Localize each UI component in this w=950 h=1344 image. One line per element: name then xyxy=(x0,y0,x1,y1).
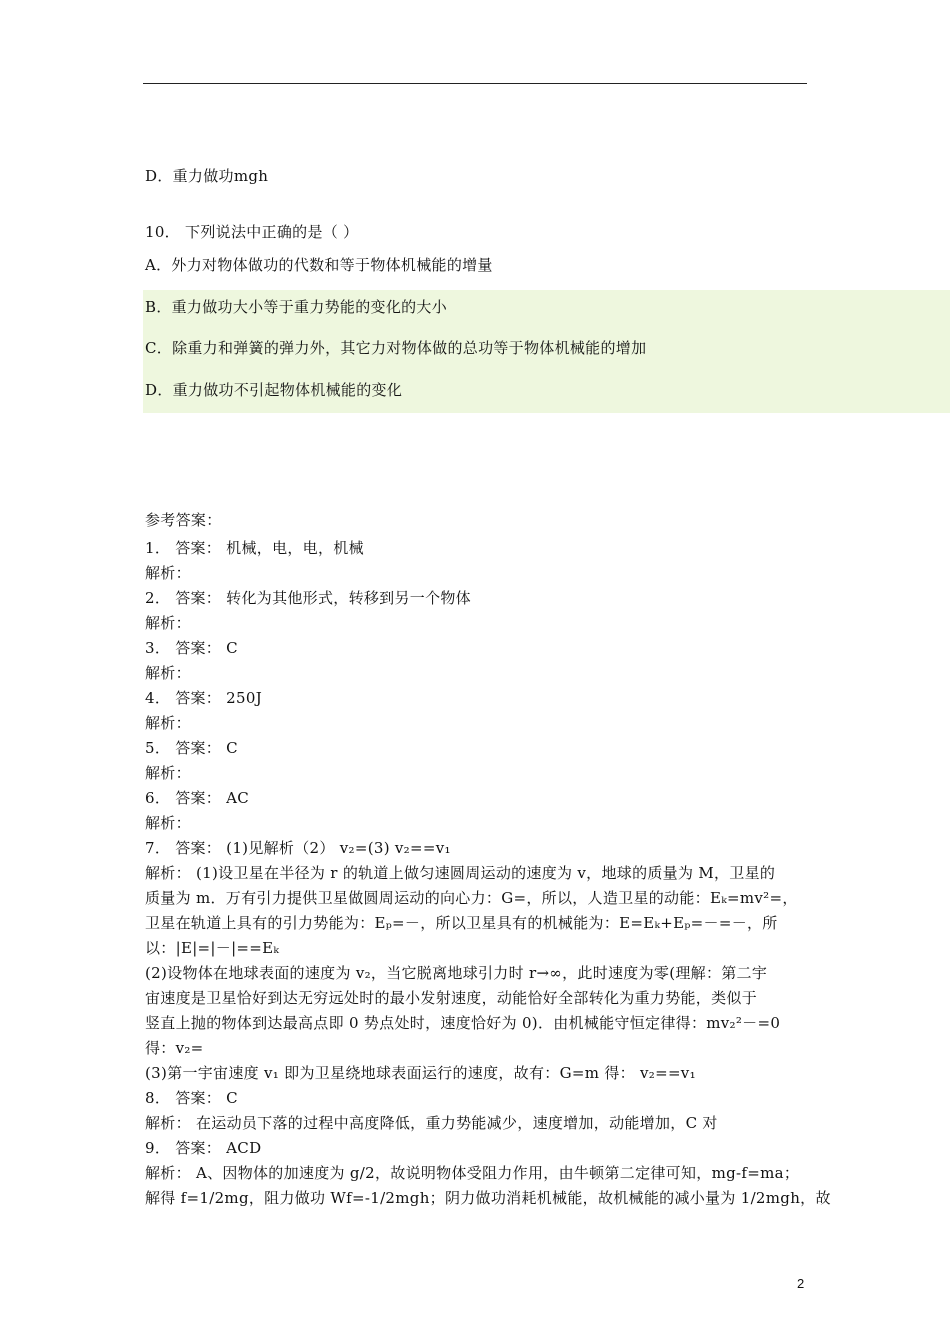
answer-line: 宙速度是卫星恰好到达无穷远处时的最小发射速度，动能恰好全部转化为重力势能，类似于 xyxy=(145,989,758,1007)
q10-stem: 10． 下列说法中正确的是（ ） xyxy=(145,223,359,241)
q10-option-a: A．外力对物体做功的代数和等于物体机械能的增量 xyxy=(145,256,493,274)
answer-line: 8． 答案： C xyxy=(145,1089,238,1107)
page-number: 2 xyxy=(797,1276,805,1291)
answer-line: 解析： xyxy=(145,614,191,632)
answer-line: 1． 答案： 机械，电，电，机械 xyxy=(145,539,364,557)
answer-line: 解析： A、因物体的加速度为 g/2，故说明物体受阻力作用，由牛顿第二定律可知，mg-f=ma； xyxy=(145,1164,800,1182)
answer-line: 3． 答案： C xyxy=(145,639,238,657)
answer-line: 质量为 m．万有引力提供卫星做圆周运动的向心力：G=，所以，人造卫星的动能：Eₖ=mv²=， xyxy=(145,889,798,907)
q10-option-b: B．重力做功大小等于重力势能的变化的大小 xyxy=(145,298,448,316)
answer-line: 7． 答案： (1)见解析（2） v₂=(3) v₂==v₁ xyxy=(145,839,451,857)
answer-line: 5． 答案： C xyxy=(145,739,238,757)
q9-option-d: D．重力做功mgh xyxy=(145,167,269,185)
answer-line: 解得 f=1/2mg，阻力做功 Wf=-1/2mgh；阴力做功消耗机械能，故机械能的减小量为 1/2mgh，故 xyxy=(145,1189,831,1207)
answer-line: 解析： xyxy=(145,714,191,732)
answer-line: 解析： xyxy=(145,564,191,582)
header-rule xyxy=(143,83,807,84)
answer-line: 以：|E|=|－|==Eₖ xyxy=(145,939,280,957)
answer-line: (2)设物体在地球表面的速度为 v₂，当它脱离地球引力时 r→∞，此时速度为零(理解：第二宇 xyxy=(145,964,768,982)
answer-line: 解析： (1)设卫星在半径为 r 的轨道上做匀速圆周运动的速度为 v，地球的质量为 M，卫星的 xyxy=(145,864,776,882)
answers-title: 参考答案： xyxy=(145,511,222,529)
answer-line: 得：v₂= xyxy=(145,1039,204,1057)
answer-line: 9． 答案： ACD xyxy=(145,1139,262,1157)
answer-line: 竖直上抛的物体到达最高点即 0 势点处时，速度恰好为 0)．由机械能守恒定律得：mv₂²－=0 xyxy=(145,1014,781,1032)
answer-line: 6． 答案： AC xyxy=(145,789,250,807)
q10-option-d: D．重力做功不引起物体机械能的变化 xyxy=(145,381,403,399)
answer-line: 2． 答案： 转化为其他形式，转移到另一个物体 xyxy=(145,589,471,607)
answer-line: 4． 答案： 250J xyxy=(145,689,263,707)
answer-line: 解析： xyxy=(145,664,191,682)
q10-option-c: C．除重力和弹簧的弹力外，其它力对物体做的总功等于物体机械能的增加 xyxy=(145,339,647,357)
answer-line: 卫星在轨道上具有的引力势能为：Eₚ=－，所以卫星具有的机械能为：E=Eₖ+Eₚ=－=－，所 xyxy=(145,914,778,932)
answer-line: 解析： 在运动员下落的过程中高度降低，重力势能减少，速度增加，动能增加，C 对 xyxy=(145,1114,718,1132)
answer-line: (3)第一宇宙速度 v₁ 即为卫星绕地球表面运行的速度，故有：G=m 得： v₂==v₁ xyxy=(145,1064,696,1082)
answer-line: 解析： xyxy=(145,764,191,782)
answer-line: 解析： xyxy=(145,814,191,832)
